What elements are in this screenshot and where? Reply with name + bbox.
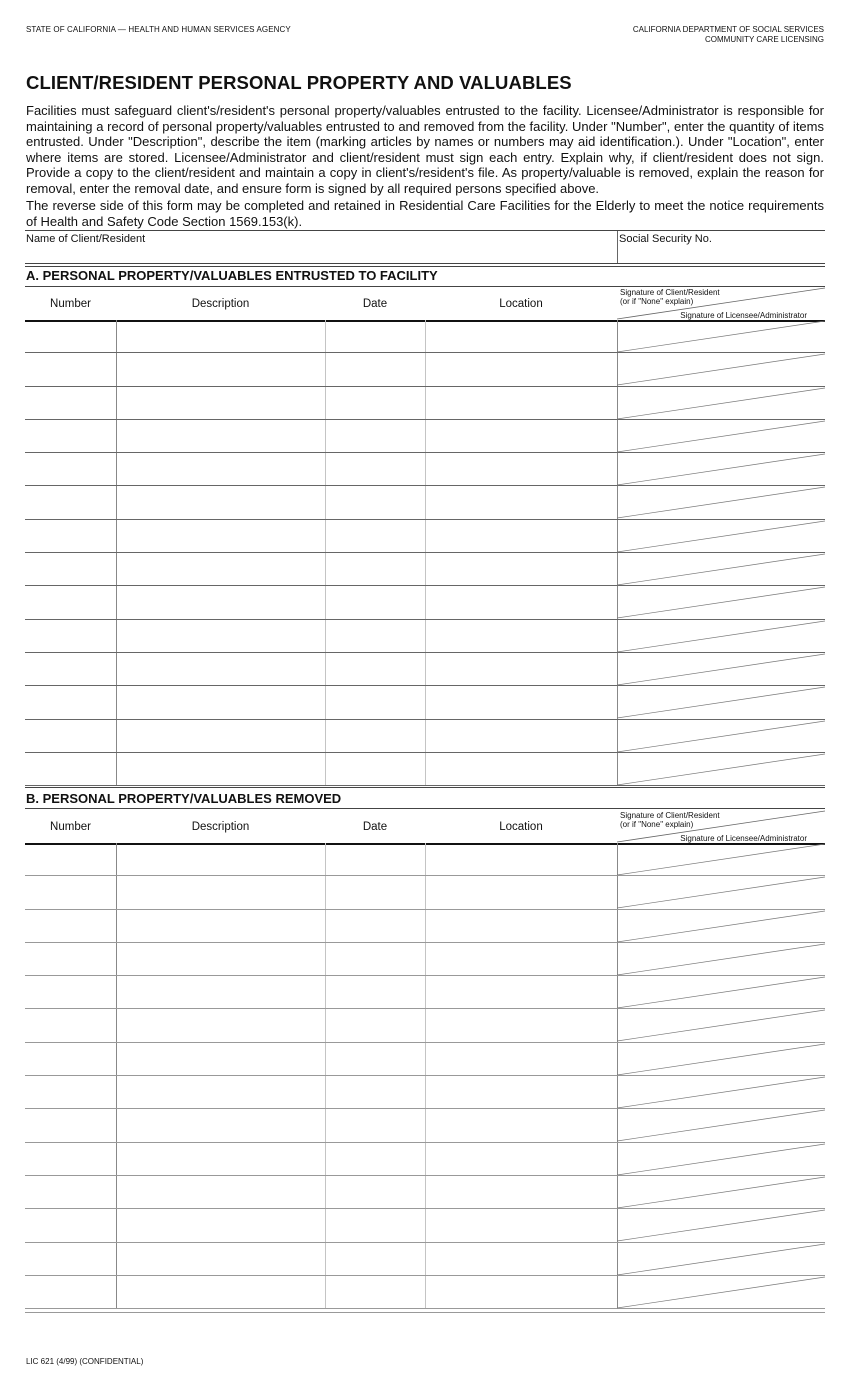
- division-name: COMMUNITY CARE LICENSING: [705, 35, 824, 44]
- client-signature-label-line1: Signature of Client/Resident: [620, 288, 720, 297]
- column-divider: [425, 1176, 426, 1208]
- location-cell[interactable]: [425, 486, 617, 518]
- number-cell[interactable]: [25, 1076, 116, 1108]
- number-cell[interactable]: [25, 686, 116, 718]
- table-row: [25, 1209, 825, 1242]
- table-row: [25, 1043, 825, 1076]
- column-divider: [425, 453, 426, 485]
- description-cell[interactable]: [116, 320, 325, 352]
- description-cell[interactable]: [116, 1243, 325, 1275]
- client-signature-label: [620, 811, 720, 829]
- column-divider: [325, 486, 326, 518]
- column-header-date: Date: [362, 820, 388, 833]
- table-row: [25, 387, 825, 420]
- location-cell[interactable]: [425, 1143, 617, 1175]
- date-cell[interactable]: [325, 910, 425, 942]
- column-divider: [425, 876, 426, 908]
- column-divider: [116, 1176, 117, 1208]
- column-divider: [116, 486, 117, 518]
- column-divider: [116, 753, 117, 785]
- table-row: [25, 1243, 825, 1276]
- location-cell[interactable]: [425, 843, 617, 875]
- column-divider: [116, 586, 117, 618]
- column-divider: [425, 1243, 426, 1275]
- table-row: [25, 553, 825, 586]
- client-signature-label: [620, 288, 720, 306]
- ssn-label: Social Security No.: [619, 233, 712, 245]
- signature-divider-slash: [617, 1209, 825, 1242]
- column-divider: [325, 520, 326, 552]
- removed-rows: [25, 843, 825, 1309]
- date-cell[interactable]: [325, 586, 425, 618]
- date-cell[interactable]: [325, 620, 425, 652]
- column-divider: [116, 943, 117, 975]
- number-cell[interactable]: [25, 876, 116, 908]
- table-row: [25, 653, 825, 686]
- agency-header-right: [633, 25, 824, 45]
- column-header-signatures: [617, 287, 825, 320]
- table-row: [25, 620, 825, 653]
- column-divider: [425, 486, 426, 518]
- column-divider: [425, 1009, 426, 1041]
- number-cell[interactable]: [25, 843, 116, 875]
- table-row: [25, 1143, 825, 1176]
- column-divider: [325, 1176, 326, 1208]
- signature-divider-slash: [617, 653, 825, 686]
- column-divider: [325, 753, 326, 785]
- divider: [25, 787, 825, 788]
- description-cell[interactable]: [116, 387, 325, 419]
- section-a-title: A. PERSONAL PROPERTY/VALUABLES ENTRUSTED TO FACILITY: [26, 268, 438, 283]
- signature-divider-slash: [617, 620, 825, 653]
- date-cell[interactable]: [325, 520, 425, 552]
- description-cell[interactable]: [116, 353, 325, 385]
- column-header-location: Location: [499, 820, 543, 833]
- column-divider: [425, 943, 426, 975]
- column-divider: [116, 387, 117, 419]
- column-divider: [116, 910, 117, 942]
- column-divider: [425, 720, 426, 752]
- description-cell[interactable]: [116, 453, 325, 485]
- location-cell[interactable]: [425, 1176, 617, 1208]
- table-row: [25, 1009, 825, 1042]
- column-header-number: Number: [50, 297, 91, 310]
- column-divider: [425, 420, 426, 452]
- description-cell[interactable]: [116, 843, 325, 875]
- number-cell[interactable]: [25, 720, 116, 752]
- location-cell[interactable]: [425, 686, 617, 718]
- column-divider: [325, 320, 326, 352]
- description-cell[interactable]: [116, 976, 325, 1008]
- table-row: [25, 1076, 825, 1109]
- number-cell[interactable]: [25, 486, 116, 518]
- location-cell[interactable]: [425, 453, 617, 485]
- column-divider: [325, 553, 326, 585]
- table-header: [25, 287, 825, 320]
- divider: [25, 808, 825, 809]
- instructions-paragraph: Facilities must safeguard client's/resident's personal property/valuables entrusted to the facility. Licensee/Administrator is responsible for maintaining a record of personal property/valuables entrusted to and removed from the facility. Under "Number", enter the quantity of items entrusted. Under "Description", describe the item (marking articles by names or numbers may aid identification.). Under "Location", enter where items are stored. Licensee/Administrator and client/resident must sign each entry. Explain why, if client/resident does not sign. Provide a copy to the client/resident and maintain a copy in client's/resident's file. As property/valuable is removed, explain the reason for removal, enter the removal date, and ensure form is signed by all required persons specified above.: [26, 103, 824, 196]
- date-cell[interactable]: [325, 943, 425, 975]
- signature-divider-slash: [617, 320, 825, 353]
- date-cell[interactable]: [325, 1176, 425, 1208]
- signature-divider-slash: [617, 843, 825, 876]
- client-signature-label-line1: Signature of Client/Resident: [620, 811, 720, 820]
- reverse-side-note: The reverse side of this form may be completed and retained in Residential Care Facilities for the Elderly to meet the notice requirements of Health and Safety Code Section 1569.153(k).: [26, 198, 824, 229]
- divider: [25, 230, 825, 231]
- column-header-description: Description: [191, 820, 250, 833]
- location-cell[interactable]: [425, 1209, 617, 1241]
- date-cell[interactable]: [325, 1243, 425, 1275]
- table-row: [25, 843, 825, 876]
- column-divider: [116, 686, 117, 718]
- column-divider: [116, 976, 117, 1008]
- location-cell[interactable]: [425, 943, 617, 975]
- signature-divider-slash: [617, 753, 825, 786]
- column-header-date: Date: [362, 297, 388, 310]
- date-cell[interactable]: [325, 320, 425, 352]
- description-cell[interactable]: [116, 1276, 325, 1308]
- signature-divider-slash: [617, 420, 825, 453]
- number-cell[interactable]: [25, 910, 116, 942]
- location-cell[interactable]: [425, 1276, 617, 1308]
- column-divider: [425, 353, 426, 385]
- location-cell[interactable]: [425, 553, 617, 585]
- signature-divider-slash: [617, 1276, 825, 1309]
- date-cell[interactable]: [325, 720, 425, 752]
- table-row: [25, 910, 825, 943]
- column-divider: [425, 586, 426, 618]
- column-divider: [425, 1109, 426, 1141]
- section-b-title: B. PERSONAL PROPERTY/VALUABLES REMOVED: [26, 791, 342, 806]
- description-cell[interactable]: [116, 876, 325, 908]
- column-divider: [325, 453, 326, 485]
- column-divider: [116, 876, 117, 908]
- description-cell[interactable]: [116, 486, 325, 518]
- description-cell[interactable]: [116, 553, 325, 585]
- column-divider: [425, 553, 426, 585]
- column-divider: [325, 353, 326, 385]
- column-divider: [116, 653, 117, 685]
- number-cell[interactable]: [25, 320, 116, 352]
- column-divider: [116, 620, 117, 652]
- description-cell[interactable]: [116, 1209, 325, 1241]
- column-divider: [116, 720, 117, 752]
- column-header-description: Description: [191, 297, 250, 310]
- date-cell[interactable]: [325, 420, 425, 452]
- number-cell[interactable]: [25, 353, 116, 385]
- form-id: LIC 621 (4/99) (CONFIDENTIAL): [26, 1357, 144, 1366]
- signature-divider-slash: [617, 876, 825, 909]
- location-cell[interactable]: [425, 910, 617, 942]
- admin-signature-label: Signature of Licensee/Administrator: [680, 834, 807, 843]
- column-divider: [425, 320, 426, 352]
- divider: [25, 263, 825, 264]
- column-divider: [325, 1209, 326, 1241]
- signature-divider-slash: [617, 976, 825, 1009]
- column-divider: [425, 843, 426, 875]
- number-cell[interactable]: [25, 1243, 116, 1275]
- number-cell[interactable]: [25, 520, 116, 552]
- agency-header-left: STATE OF CALIFORNIA — HEALTH AND HUMAN SERVICES AGENCY: [26, 25, 291, 34]
- description-cell[interactable]: [116, 420, 325, 452]
- column-divider: [425, 1143, 426, 1175]
- column-divider: [425, 387, 426, 419]
- location-cell[interactable]: [425, 586, 617, 618]
- column-divider: [325, 1243, 326, 1275]
- table-row: [25, 753, 825, 786]
- signature-divider-slash: [617, 1043, 825, 1076]
- description-cell[interactable]: [116, 686, 325, 718]
- description-cell[interactable]: [116, 910, 325, 942]
- column-divider: [116, 1009, 117, 1041]
- column-divider: [325, 420, 326, 452]
- date-cell[interactable]: [325, 1209, 425, 1241]
- date-cell[interactable]: [325, 1143, 425, 1175]
- table-row: [25, 943, 825, 976]
- column-divider: [425, 1276, 426, 1308]
- number-cell[interactable]: [25, 1276, 116, 1308]
- date-cell[interactable]: [325, 753, 425, 785]
- divider: [25, 266, 825, 267]
- number-cell[interactable]: [25, 1176, 116, 1208]
- number-cell[interactable]: [25, 753, 116, 785]
- date-cell[interactable]: [325, 453, 425, 485]
- column-divider: [325, 843, 326, 875]
- table-row: [25, 1276, 825, 1309]
- date-cell[interactable]: [325, 976, 425, 1008]
- column-divider: [116, 1076, 117, 1108]
- column-divider: [325, 620, 326, 652]
- number-cell[interactable]: [25, 586, 116, 618]
- description-cell[interactable]: [116, 1109, 325, 1141]
- table-row: [25, 486, 825, 519]
- location-cell[interactable]: [425, 1076, 617, 1108]
- signature-divider-slash: [617, 1009, 825, 1042]
- column-divider: [116, 1243, 117, 1275]
- location-cell[interactable]: [425, 1109, 617, 1141]
- table-row: [25, 520, 825, 553]
- location-cell[interactable]: [425, 420, 617, 452]
- column-divider: [325, 720, 326, 752]
- column-divider: [325, 1109, 326, 1141]
- signature-divider-slash: [617, 1143, 825, 1176]
- location-cell[interactable]: [425, 353, 617, 385]
- column-divider: [425, 620, 426, 652]
- location-cell[interactable]: [425, 753, 617, 785]
- description-cell[interactable]: [116, 1076, 325, 1108]
- divider: [25, 1312, 825, 1313]
- table-row: [25, 720, 825, 753]
- table-row: [25, 1176, 825, 1209]
- number-cell[interactable]: [25, 387, 116, 419]
- date-cell[interactable]: [325, 1009, 425, 1041]
- signature-divider-slash: [617, 387, 825, 420]
- column-divider: [325, 943, 326, 975]
- table-row: [25, 586, 825, 619]
- number-cell[interactable]: [25, 1009, 116, 1041]
- number-cell[interactable]: [25, 453, 116, 485]
- column-header-signatures: [617, 810, 825, 843]
- location-cell[interactable]: [425, 1243, 617, 1275]
- signature-divider-slash: [617, 1243, 825, 1276]
- table-row: [25, 320, 825, 353]
- signature-divider-slash: [617, 910, 825, 943]
- description-cell[interactable]: [116, 620, 325, 652]
- column-divider: [425, 1209, 426, 1241]
- number-cell[interactable]: [25, 420, 116, 452]
- column-divider: [425, 910, 426, 942]
- column-divider: [425, 753, 426, 785]
- column-divider: [325, 1043, 326, 1075]
- form-title: CLIENT/RESIDENT PERSONAL PROPERTY AND VALUABLES: [26, 72, 572, 93]
- signature-divider-slash: [617, 520, 825, 553]
- signature-divider-slash: [617, 943, 825, 976]
- column-divider: [325, 686, 326, 718]
- column-header-number: Number: [50, 820, 91, 833]
- column-divider: [116, 1143, 117, 1175]
- client-signature-label-line2: (or if "None" explain): [620, 297, 694, 306]
- date-cell[interactable]: [325, 1109, 425, 1141]
- description-cell[interactable]: [116, 1009, 325, 1041]
- table-header: [25, 810, 825, 843]
- removed-table: [25, 810, 825, 1309]
- column-divider: [325, 1076, 326, 1108]
- column-divider: [325, 1276, 326, 1308]
- table-row: [25, 353, 825, 386]
- description-cell[interactable]: [116, 753, 325, 785]
- location-cell[interactable]: [425, 653, 617, 685]
- date-cell[interactable]: [325, 876, 425, 908]
- column-divider: [116, 420, 117, 452]
- column-divider: [116, 1043, 117, 1075]
- location-cell[interactable]: [425, 976, 617, 1008]
- description-cell[interactable]: [116, 653, 325, 685]
- column-divider: [116, 553, 117, 585]
- column-divider: [116, 353, 117, 385]
- table-row: [25, 686, 825, 719]
- date-cell[interactable]: [325, 1076, 425, 1108]
- column-divider: [325, 586, 326, 618]
- number-cell[interactable]: [25, 1109, 116, 1141]
- column-divider: [325, 976, 326, 1008]
- signature-divider-slash: [617, 353, 825, 386]
- date-cell[interactable]: [325, 486, 425, 518]
- column-divider: [325, 653, 326, 685]
- column-divider: [425, 1043, 426, 1075]
- column-divider: [425, 653, 426, 685]
- signature-divider-slash: [617, 1176, 825, 1209]
- date-cell[interactable]: [325, 553, 425, 585]
- column-divider: [116, 843, 117, 875]
- description-cell[interactable]: [116, 520, 325, 552]
- location-cell[interactable]: [425, 387, 617, 419]
- signature-divider-slash: [617, 686, 825, 719]
- table-row: [25, 1109, 825, 1142]
- signature-divider-slash: [617, 586, 825, 619]
- column-divider: [325, 1009, 326, 1041]
- column-divider: [325, 387, 326, 419]
- column-divider: [116, 1209, 117, 1241]
- column-divider: [116, 1276, 117, 1308]
- column-divider: [425, 520, 426, 552]
- department-name: CALIFORNIA DEPARTMENT OF SOCIAL SERVICES: [632, 25, 824, 34]
- number-cell[interactable]: [25, 1143, 116, 1175]
- date-cell[interactable]: [325, 353, 425, 385]
- number-cell[interactable]: [25, 553, 116, 585]
- divider: [617, 231, 618, 264]
- location-cell[interactable]: [425, 320, 617, 352]
- description-cell[interactable]: [116, 1176, 325, 1208]
- number-cell[interactable]: [25, 943, 116, 975]
- location-cell[interactable]: [425, 520, 617, 552]
- admin-signature-label: Signature of Licensee/Administrator: [680, 311, 807, 320]
- column-divider: [425, 686, 426, 718]
- client-name-label: Name of Client/Resident: [26, 233, 146, 245]
- signature-divider-slash: [617, 1076, 825, 1109]
- column-header-location: Location: [499, 297, 543, 310]
- table-row: [25, 876, 825, 909]
- description-cell[interactable]: [116, 1043, 325, 1075]
- table-row: [25, 420, 825, 453]
- location-cell[interactable]: [425, 620, 617, 652]
- date-cell[interactable]: [325, 1276, 425, 1308]
- date-cell[interactable]: [325, 387, 425, 419]
- location-cell[interactable]: [425, 1043, 617, 1075]
- date-cell[interactable]: [325, 686, 425, 718]
- number-cell[interactable]: [25, 620, 116, 652]
- column-divider: [425, 976, 426, 1008]
- signature-divider-slash: [617, 1109, 825, 1142]
- column-divider: [325, 876, 326, 908]
- description-cell[interactable]: [116, 720, 325, 752]
- description-cell[interactable]: [116, 943, 325, 975]
- entrusted-rows: [25, 320, 825, 786]
- column-divider: [325, 910, 326, 942]
- column-divider: [116, 520, 117, 552]
- client-signature-label-line2: (or if "None" explain): [620, 820, 694, 829]
- date-cell[interactable]: [325, 1043, 425, 1075]
- date-cell[interactable]: [325, 653, 425, 685]
- column-divider: [425, 1076, 426, 1108]
- location-cell[interactable]: [425, 720, 617, 752]
- description-cell[interactable]: [116, 1143, 325, 1175]
- table-row: [25, 976, 825, 1009]
- column-divider: [116, 453, 117, 485]
- number-cell[interactable]: [25, 653, 116, 685]
- description-cell[interactable]: [116, 586, 325, 618]
- column-divider: [116, 320, 117, 352]
- location-cell[interactable]: [425, 876, 617, 908]
- column-divider: [116, 1109, 117, 1141]
- signature-divider-slash: [617, 720, 825, 753]
- number-cell[interactable]: [25, 1209, 116, 1241]
- signature-divider-slash: [617, 453, 825, 486]
- column-divider: [325, 1143, 326, 1175]
- number-cell[interactable]: [25, 976, 116, 1008]
- entrusted-table: [25, 287, 825, 786]
- signature-divider-slash: [617, 486, 825, 519]
- date-cell[interactable]: [325, 843, 425, 875]
- location-cell[interactable]: [425, 1009, 617, 1041]
- table-row: [25, 453, 825, 486]
- signature-divider-slash: [617, 553, 825, 586]
- number-cell[interactable]: [25, 1043, 116, 1075]
